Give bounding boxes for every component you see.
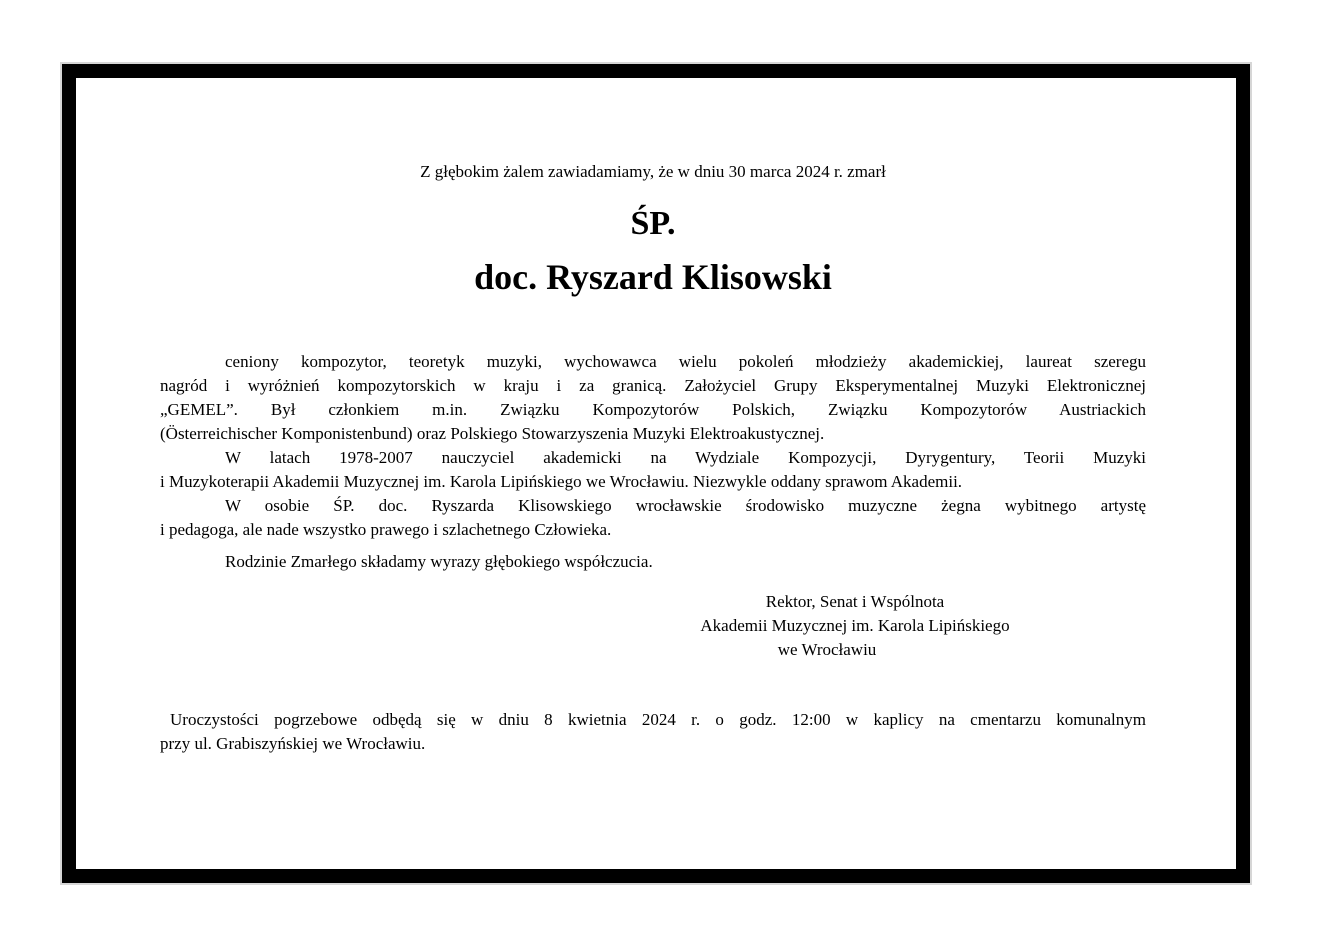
- career-line: W latach 1978-2007 nauczyciel akademicki na Wydziale Kompozycji, Dyrygentury, Teorii Muzyki: [225, 448, 1146, 467]
- funeral-info-line: przy ul. Grabiszyńskiej we Wrocławiu.: [160, 734, 426, 753]
- bio-line: nagród i wyróżnień kompozytorskich w kraju i za granicą. Założyciel Grupy Eksperymentalnej Muzyki Elektronicznej: [160, 376, 1146, 395]
- signature-line: Rektor, Senat i Wspólnota: [765, 592, 945, 611]
- signature-line: we Wrocławiu: [777, 640, 877, 659]
- farewell-line: i pedagoga, ale nade wszystko prawego i szlachetnego Człowieka.: [160, 520, 612, 539]
- funeral-info-section: [160, 708, 1146, 756]
- bio-line: „GEMEL”. Był członkiem m.in. Związku Kompozytorów Polskich, Związku Kompozytorów Austriackich: [160, 400, 1146, 419]
- signature-block: [669, 590, 1041, 662]
- signature-line: Akademii Muzycznej im. Karola Lipińskiego: [700, 616, 1010, 635]
- obituary-content: [76, 78, 1236, 756]
- biography-section: [160, 350, 1146, 542]
- funeral-info-line: Uroczystości pogrzebowe odbędą się w dniu 8 kwietnia 2024 r. o godz. 12:00 w kaplicy na cmentarzu komunalnym: [170, 710, 1146, 729]
- intro-line: Z głębokim żalem zawiadamiamy, że w dniu 30 marca 2024 r. zmarł: [420, 162, 886, 181]
- condolence-line: Rodzinie Zmarłego składamy wyrazy głębokiego współczucia.: [225, 552, 653, 571]
- deceased-name: doc. Ryszard Klisowski: [474, 257, 832, 297]
- career-line: i Muzykoterapii Akademii Muzycznej im. Karola Lipińskiego we Wrocławiu. Niezwykle oddany sprawom Akademii.: [160, 472, 963, 491]
- bio-line: (Österreichischer Komponistenbund) oraz Polskiego Stowarzyszenia Muzyki Elektroakustycznej.: [160, 424, 825, 443]
- mourning-border-frame: [62, 64, 1250, 883]
- bio-line: ceniony kompozytor, teoretyk muzyki, wychowawca wielu pokoleń młodzieży akademickiej, laureat szeregu: [225, 352, 1146, 371]
- honorific-sp: ŚP.: [630, 205, 676, 242]
- farewell-line: W osobie ŚP. doc. Ryszarda Klisowskiego wrocławskie środowisko muzyczne żegna wybitnego artystę: [225, 496, 1146, 515]
